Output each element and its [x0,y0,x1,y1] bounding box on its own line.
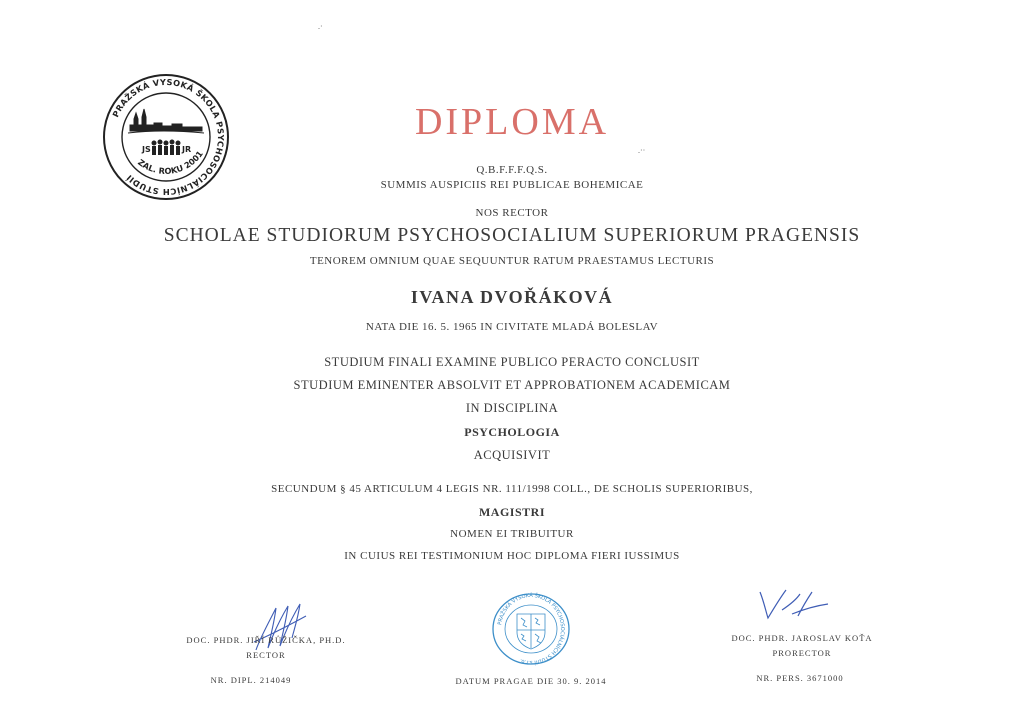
tenorem-line: TENOREM OMNIUM QUAE SEQUUNTUR RATUM PRAESTAMUS LECTURIS [309,255,715,267]
prorector-name: DOC. PHDR. JAROSLAV KOŤA [731,633,873,643]
nomen-line: NOMEN EI TRIBUITUR [450,528,574,540]
personal-number: NR. PERS. 3671000 [756,673,844,683]
degree: MAGISTRI [478,505,545,519]
scan-speck: .·· [638,146,646,155]
prorector-signature [752,586,832,624]
coat-of-arms-icon [517,614,545,649]
seal-initials-right: JR [182,145,192,154]
seal-bottom-text: ZAL. ROKU 2001 [136,148,205,176]
diploma-title: DIPLOMA [414,101,610,143]
diploma-number: NR. DIPL. 214049 [210,675,292,685]
nos-rector-line: NOS RECTOR [475,207,549,219]
official-stamp [484,592,578,666]
auspices-line: SUMMIS AUSPICIIS REI PUBLICAE BOHEMICAE [380,179,644,191]
body-line-1: STUDIUM FINALI EXAMINE PUBLICO PERACTO CONCLUSIT [324,355,700,369]
school-name: SCHOLAE STUDIORUM PSYCHOSOCIALIUM SUPERIORUM PRAGENSIS [163,225,861,246]
rector-title: RECTOR [246,650,286,660]
rector-signature [250,598,312,658]
secundum-line: SECUNDUM § 45 ARTICULUM 4 LEGIS NR. 111/1998 COLL., DE SCHOLIS SUPERIORIBUS, [271,483,753,495]
qbf-line: Q.B.F.F.F.Q.S. [476,164,548,176]
prorector-title: PRORECTOR [772,648,832,658]
rector-name: DOC. PHDR. JIŘÍ RŮŽIČKA, PH.D. [186,635,346,645]
seal-ring-text: PRAŽSKÁ VYSOKÁ ŠKOLA PSYCHOSOCIÁLNÍCH STUDIÍ [110,76,227,198]
in-disciplina-line: IN DISCIPLINA [465,401,559,415]
acquisivit-line: ACQUISIVIT [473,448,551,462]
body-line-2: STUDIUM EMINENTER ABSOLVIT ET APPROBATIONEM ACADEMICAM [293,378,731,392]
graduate-name: IVANA DVOŘÁKOVÁ [410,287,614,307]
stamp-ring-text: PRAŽSKÁ VYSOKÁ ŠKOLA PSYCHOSOCIÁLNÍCH STUDIÍ s.r.o. [497,592,566,666]
scan-speck: .· [318,22,323,31]
discipline: PSYCHOLOGIA [464,425,560,439]
birth-line: NATA DIE 16. 5. 1965 IN CIVITATE MLADÁ BOLESLAV [365,321,659,333]
seal-initials-left: JS [142,145,151,154]
date-line: DATUM PRAGAE DIE 30. 9. 2014 [455,676,607,686]
testimonium-line: IN CUIUS REI TESTIMONIUM HOC DIPLOMA FIERI IUSSIMUS [344,550,680,562]
